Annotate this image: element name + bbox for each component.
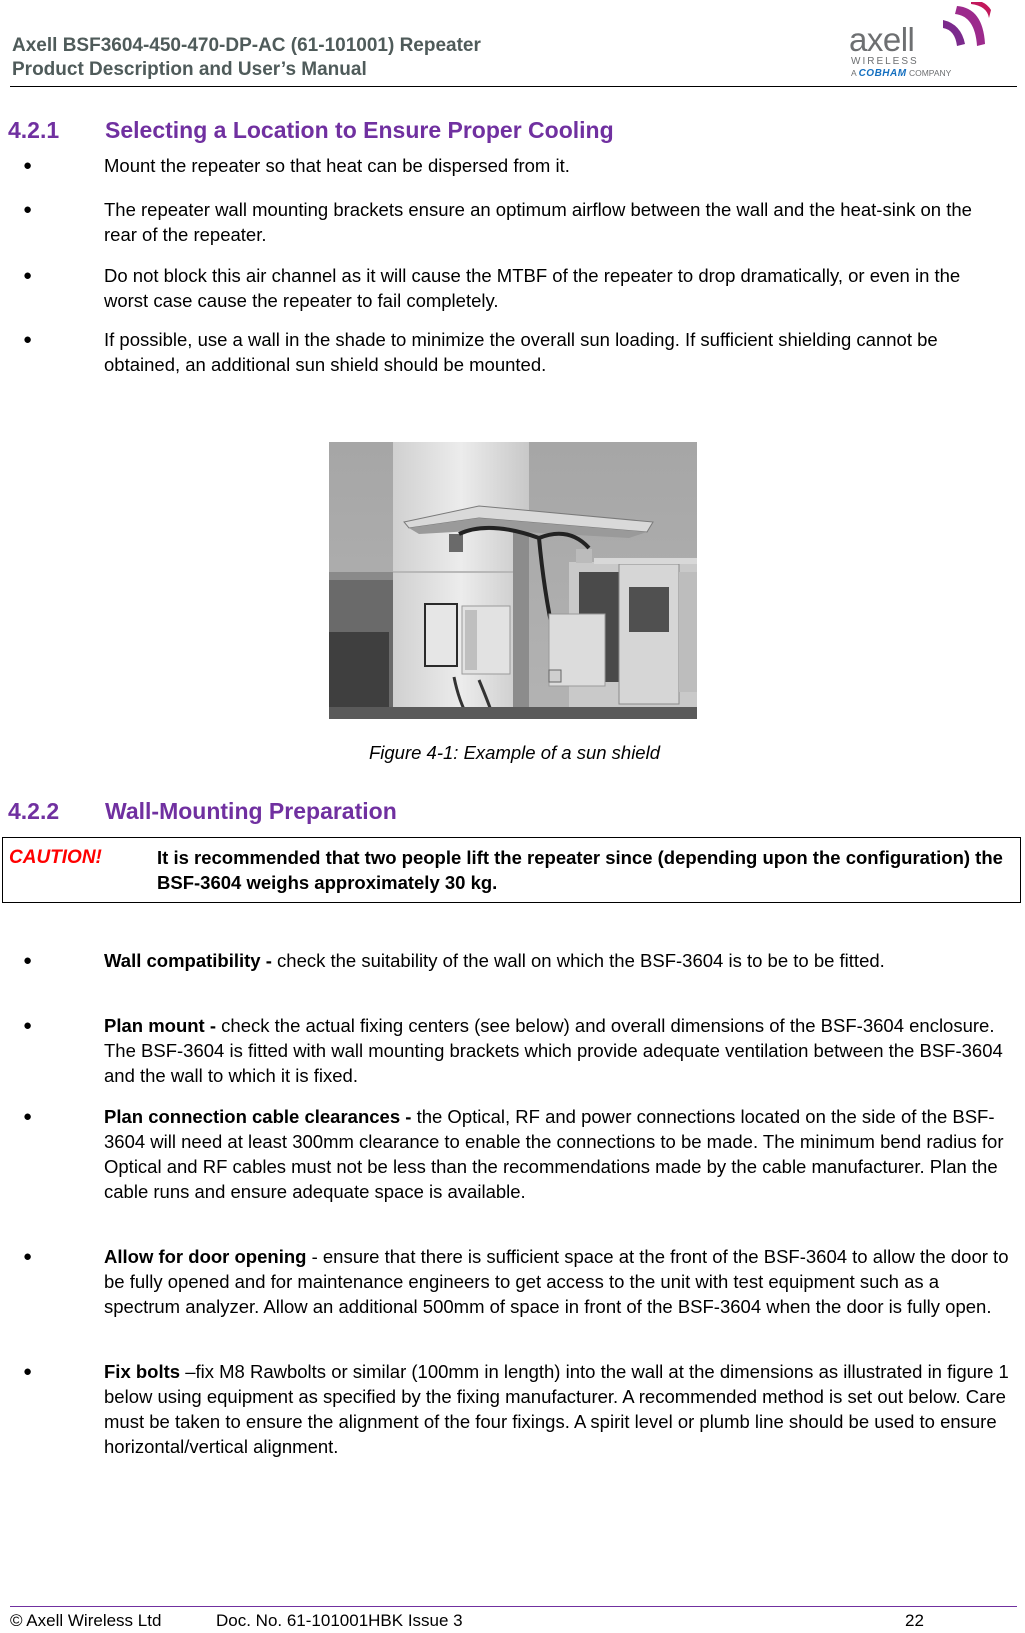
list-item-description: check the suitability of the wall on which the BSF-3604 is to be to be fitted. <box>271 950 885 971</box>
caution-label: CAUTION! <box>9 847 102 868</box>
bullet-icon: ● <box>23 1108 33 1125</box>
page-footer <box>10 1606 1017 1633</box>
list-item-text: The repeater wall mounting brackets ensure an optimum airflow between the wall and the heat-sink on the rear of the repeater. <box>104 199 972 245</box>
axell-wireless-logo <box>849 0 989 82</box>
list-item-text <box>104 1104 1009 1204</box>
bullet-icon: ● <box>23 952 33 969</box>
page-header <box>10 21 1017 87</box>
logo-company-line <box>851 68 951 79</box>
list-item-term: Wall compatibility - <box>104 950 272 971</box>
document-title-line1: Axell BSF3604-450-470-DP-AC (61-101001) Repeater <box>12 35 481 56</box>
list-item-description: –fix M8 Rawbolts or similar (100mm in length) into the wall at the dimensions as illustrated in figure 1 below using equipment as specified by the fixing manufacturer. A recommended method is set out below. Care must be taken to ensure the alignment of the four fixings. A spirit level or plumb line should be used to ensure horizontal/vertical alignment. <box>104 1361 1009 1457</box>
list-item-text: Do not block this air channel as it will cause the MTBF of the repeater to drop dramatically, or even in the worst case cause the repeater to fail completely. <box>104 265 961 311</box>
document-title-line2: Product Description and User’s Manual <box>12 59 367 80</box>
figure-caption: Figure 4-1: Example of a sun shield <box>368 742 660 763</box>
bullet-icon: ● <box>23 267 33 284</box>
caution-notice <box>2 837 1021 903</box>
logo-cobham-brand: COBHAM <box>858 68 907 79</box>
list-item-term: Allow for door opening <box>104 1246 307 1267</box>
list-item-description: check the actual fixing centers (see below) and overall dimensions of the BSF-3604 enclosure. The BSF-3604 is fitted with wall mounting brackets which provide adequate ventilation between the BSF-3604 and the wall to which it is fixed. <box>104 1015 1003 1086</box>
bullet-icon: ● <box>23 157 33 174</box>
section-title: Selecting a Location to Ensure Proper Cooling <box>105 117 614 143</box>
footer-copyright: © Axell Wireless Ltd <box>10 1611 162 1630</box>
axell-swoosh-icon <box>935 2 991 58</box>
section-number: 4.2.1 <box>8 117 60 143</box>
sun-shield-photo-illustration <box>329 442 697 719</box>
list-item-text <box>104 1013 1009 1088</box>
section-title: Wall-Mounting Preparation <box>105 798 397 824</box>
caution-text: It is recommended that two people lift the repeater since (depending upon the configuration) the BSF-3604 weighs approximately 30 kg. <box>157 847 1003 893</box>
sun-shield-photo <box>329 442 697 719</box>
bullet-icon: ● <box>23 1248 33 1265</box>
logo-company-prefix: A <box>851 68 857 78</box>
list-item-term: Plan mount - <box>104 1015 217 1036</box>
logo-wordmark: axell <box>849 21 915 58</box>
logo-company-suffix: COMPANY <box>908 68 952 78</box>
section-number: 4.2.2 <box>8 798 60 824</box>
bullet-icon: ● <box>23 1363 33 1380</box>
bullet-icon: ● <box>23 331 33 348</box>
list-item-term: Plan connection cable clearances - <box>104 1106 412 1127</box>
list-item-description: the Optical, RF and power connections located on the side of the BSF-3604 will need at least 300mm clearance to enable the connections to be made. The minimum bend radius for Optical and RF cables must not be less than the recommendations made by the cable manufacturer. Plan the cable runs and ensure adequate space is available. <box>104 1106 1004 1202</box>
list-item-term: Fix bolts <box>104 1361 181 1382</box>
bullet-icon: ● <box>23 1017 33 1034</box>
bullet-icon: ● <box>23 201 33 218</box>
logo-subtitle: WIRELESS <box>851 56 919 67</box>
list-item-description: - ensure that there is sufficient space at the front of the BSF-3604 to allow the door to be fully opened and for maintenance engineers to get access to the unit with test equipment such as a spectrum analyzer. Allow an additional 500mm of space in front of the BSF-3604 when the door is fully open. <box>104 1246 1009 1317</box>
list-item-text <box>104 948 1009 973</box>
document-title <box>12 34 481 82</box>
list-item-text <box>104 1359 1009 1459</box>
list-item-text: If possible, use a wall in the shade to minimize the overall sun loading. If sufficient shielding cannot be obtained, an additional sun shield should be mounted. <box>104 329 938 375</box>
footer-doc-number: Doc. No. 61-101001HBK Issue 3 <box>216 1611 463 1630</box>
list-item-text: Mount the repeater so that heat can be dispersed from it. <box>104 155 570 176</box>
section-heading-4-2-2 <box>8 797 397 825</box>
list-item-text <box>104 1244 1009 1319</box>
section-heading-4-2-1 <box>8 116 614 144</box>
footer-page-number: 22 <box>905 1611 924 1630</box>
